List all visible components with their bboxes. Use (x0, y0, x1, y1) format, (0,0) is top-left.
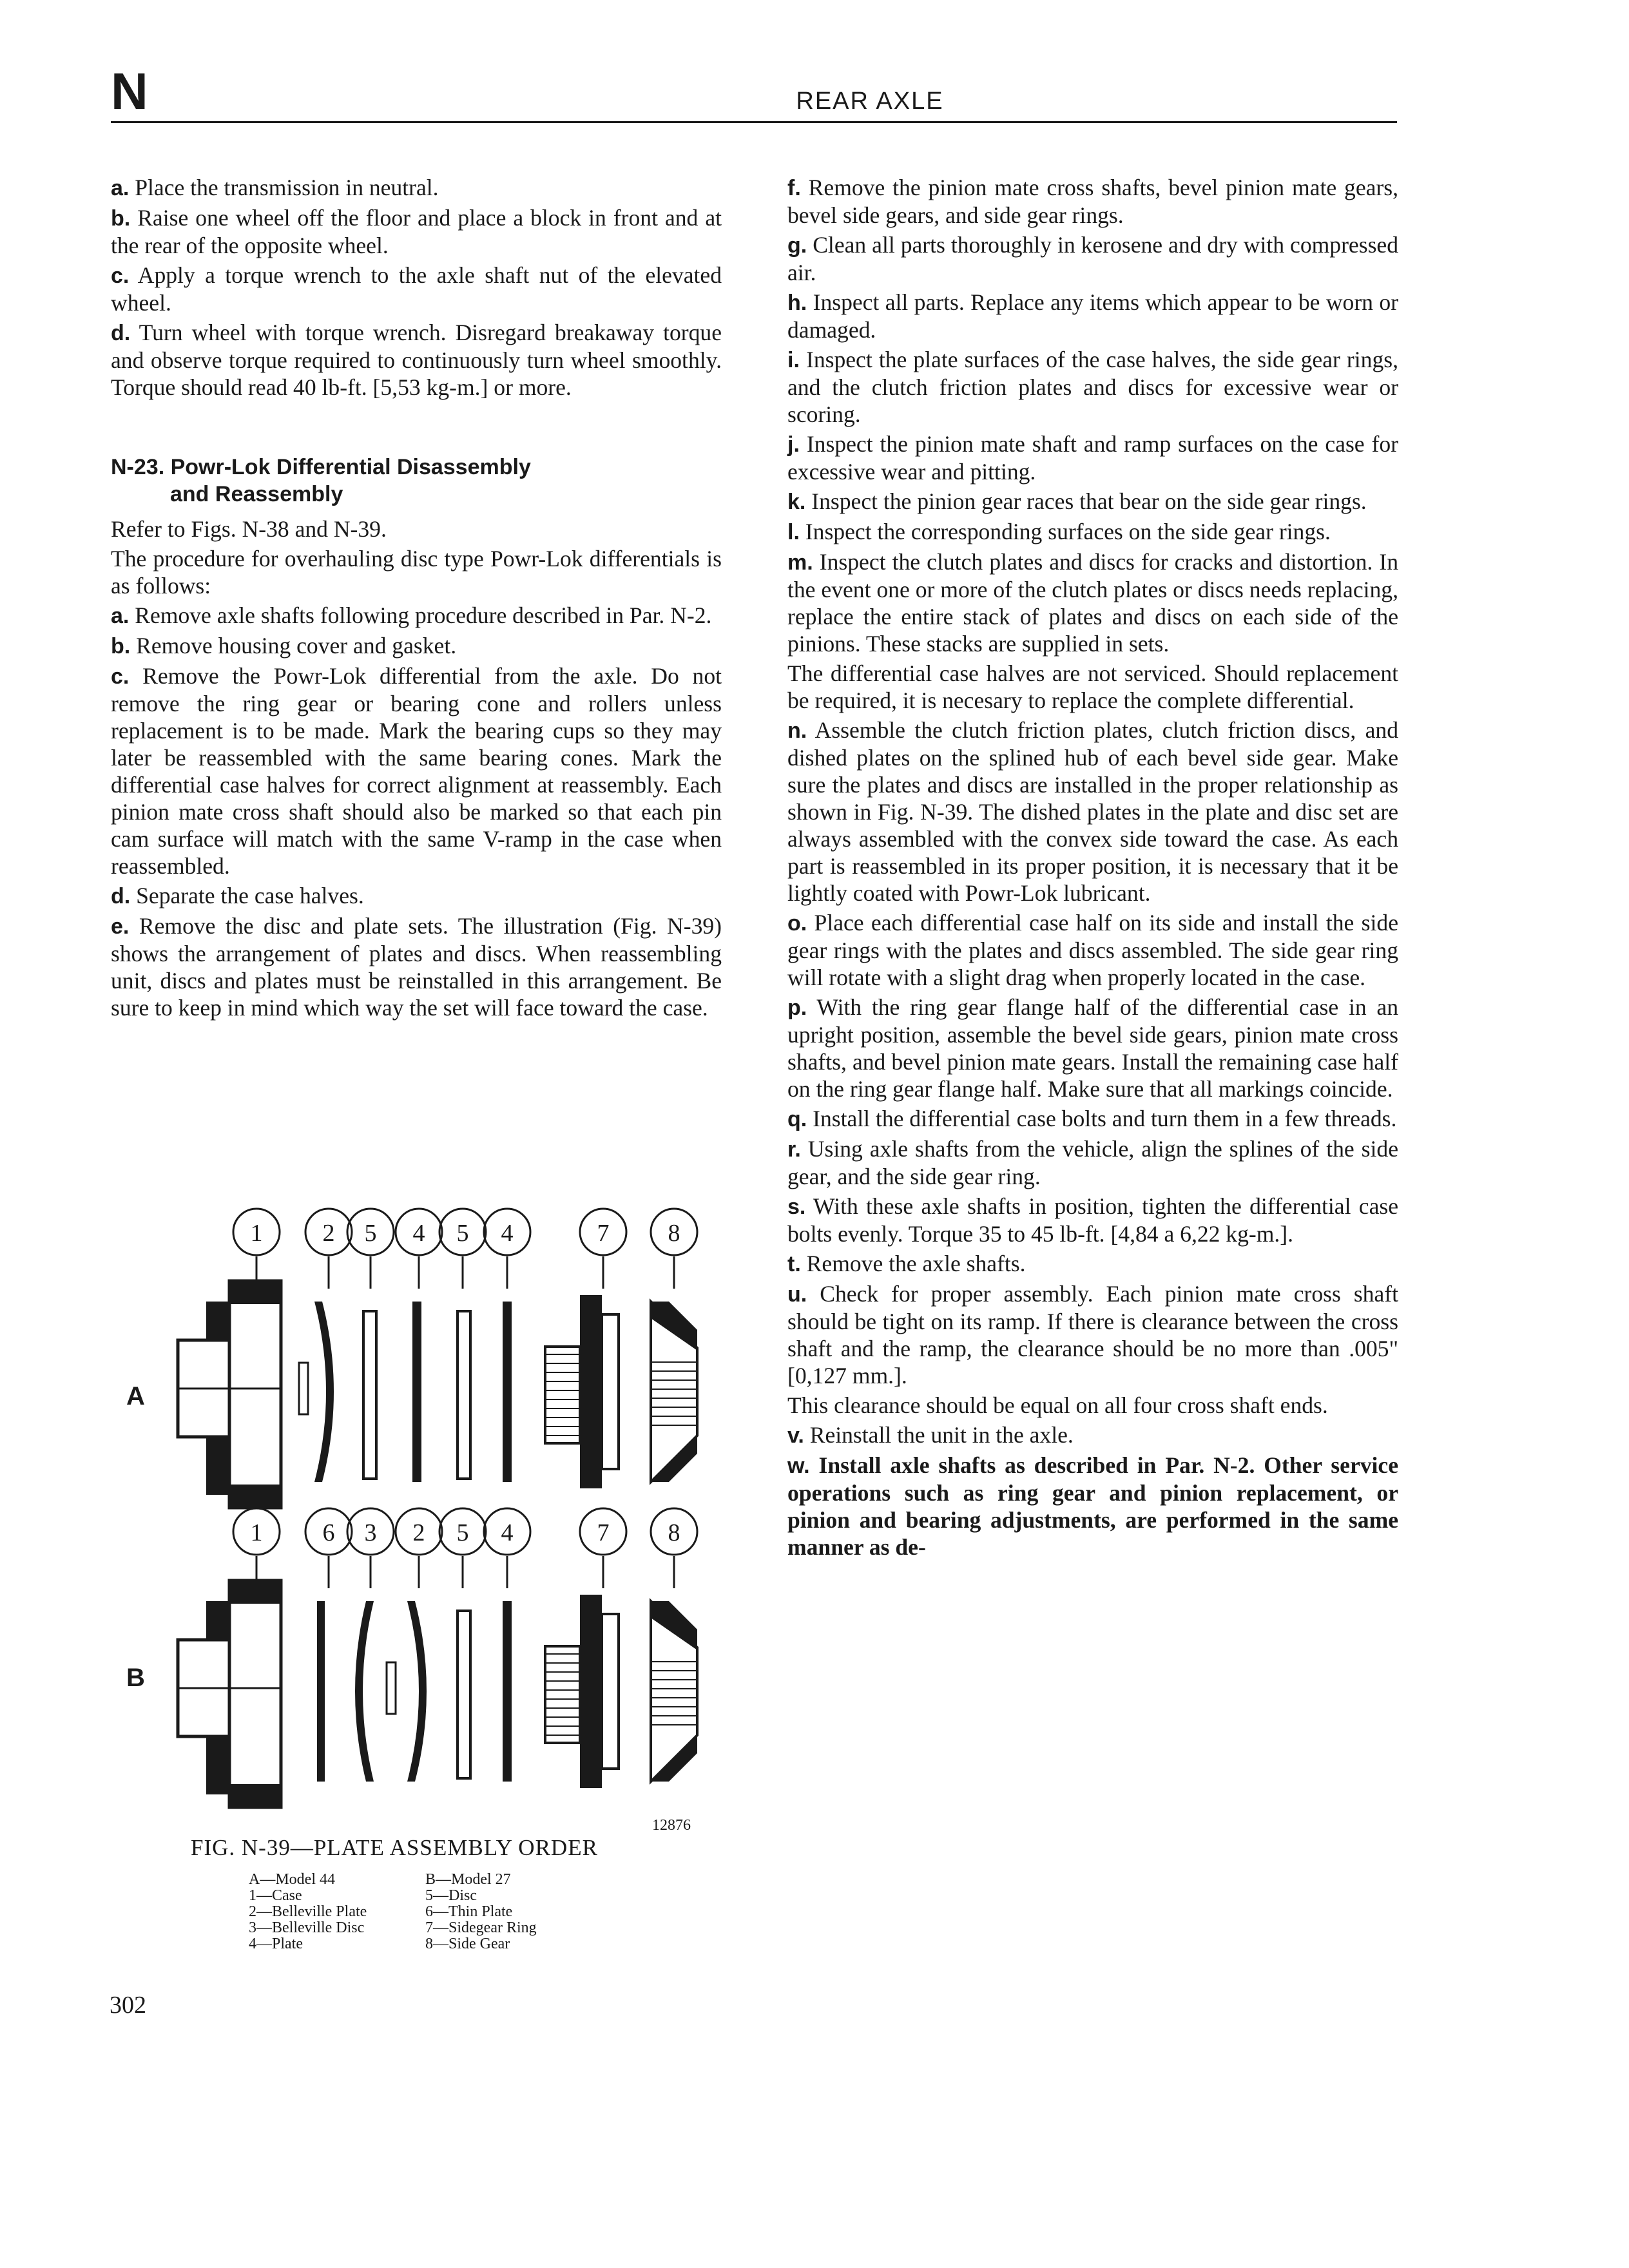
step-label: v. (787, 1423, 804, 1448)
ring-collar (602, 1614, 619, 1769)
disc (458, 1311, 470, 1479)
step-text: Inspect the clutch plates and discs for cracks and distortion. In the event one or more of the clutch plates or discs needs replacing, replace the entire stack of plates and discs on each side of the pinions. These stacks are supplied in sets. (787, 549, 1398, 657)
intro-procedure: The procedure for overhauling disc type Powr-Lok differentials is as follows: (111, 546, 722, 599)
section-heading-line2: and Reassembly (170, 482, 343, 506)
step-text: With these axle shafts in position, tighten the differential case bolts evenly. Torque 35 to 45 lb-ft. [4,84 a 6,22 kg-m.]. (787, 1193, 1398, 1247)
figure-legend-right (425, 1872, 537, 1952)
service-note: The differential case halves are not serviced. Should replacement be required, it is necesary to replace the complete differential. (787, 660, 1398, 713)
step-text: Separate the case halves. (130, 883, 364, 908)
step-item (787, 1135, 1398, 1190)
step-item (787, 1452, 1398, 1561)
row-label: B (126, 1664, 145, 1692)
step-text: Remove the disc and plate sets. The illustration (Fig. N-39) shows the arrangement of plates and discs. When reassembling unit, discs and plates must be reinstalled in this arrangement. Be sure to keep in mind which way the set will face toward the case. (111, 913, 722, 1021)
step-text: Reinstall the unit in the axle. (804, 1422, 1074, 1448)
step-text: Turn wheel with torque wrench. Disregard breakaway torque and observe torque required to continuously turn wheel smoothly. Torque should read 40 lb-ft. [5,53 kg-m.] or more. (111, 320, 722, 400)
thin-plate (317, 1601, 325, 1782)
step-text: Inspect all parts. Replace any items which appear to be worn or damaged. (787, 289, 1398, 343)
callout-number: 7 (597, 1220, 610, 1247)
legend-entry: B—Model 27 (425, 1871, 511, 1888)
step-text: Check for proper assembly. Each pinion mate cross shaft should be tight on its ramp. If there is clearance between the cross shaft and the ramp, the clearance should be no more than .005" [0,127 mm.]. (787, 1281, 1398, 1389)
reinstall-steps (787, 1421, 1398, 1449)
step-label: a. (111, 604, 130, 628)
legend-entry: 4—Plate (249, 1936, 303, 1952)
callout-number: 4 (501, 1519, 514, 1546)
step-item (787, 909, 1398, 991)
step-label: h. (787, 291, 807, 315)
callout-number: 7 (597, 1519, 610, 1546)
step-label: b. (111, 634, 131, 658)
step-text: Install the differential case bolts and turn them in a few threads. (807, 1106, 1397, 1131)
hub-key (387, 1662, 396, 1714)
step-label: k. (787, 490, 806, 514)
right-column (787, 174, 1398, 1563)
section-heading-line1: N-23. Powr-Lok Differential Disassembly (111, 455, 531, 479)
figure-caption: FIG. N-39—PLATE ASSEMBLY ORDER (191, 1835, 598, 1860)
intro-reference: Refer to Figs. N-38 and N-39. (111, 516, 387, 542)
ring-collar (602, 1314, 619, 1469)
step-item (787, 1250, 1398, 1278)
step-label: q. (787, 1107, 807, 1131)
step-label: b. (111, 206, 131, 231)
callout-number: 8 (668, 1220, 680, 1247)
header-rule (111, 121, 1397, 123)
assembly-steps (787, 716, 1398, 1389)
step-item (111, 602, 722, 629)
step-item (787, 518, 1398, 546)
step-label: c. (111, 664, 130, 689)
belleville-plate (407, 1601, 427, 1782)
step-text: Assemble the clutch friction plates, clutch friction discs, and dished plates on the splined hub of each bevel side gear. Make sure the plates and discs are installed in the proper relationship as shown in Fig. N-39. The dished plates in the plate and disc set are always assembled with the convex side toward the case. As each part is reassembled in its proper position, it is necessary that it be lightly coated with Powr-Lok lubricant. (787, 717, 1398, 906)
step-label: i. (787, 348, 800, 372)
disassembly-steps (111, 602, 722, 1021)
step-item (787, 174, 1398, 229)
step-item (111, 204, 722, 259)
step-text: Remove housing cover and gasket. (130, 633, 457, 658)
step-item (787, 1421, 1398, 1449)
step-text: Using axle shafts from the vehicle, align the splines of the side gear, and the side gear ring. (787, 1136, 1398, 1189)
row-a-assembly (126, 1209, 697, 1508)
callout-number: 6 (322, 1519, 335, 1546)
callout-number: 5 (456, 1519, 469, 1546)
step-label: a. (111, 176, 130, 200)
disc (458, 1611, 470, 1778)
legend-entry: 1—Case (249, 1887, 302, 1904)
step-item (787, 346, 1398, 428)
legend-entry: 8—Side Gear (425, 1936, 510, 1952)
step-text: Place each differential case half on its side and install the side gear rings with the plates and discs assembled. The side gear ring will rotate with a slight drag when properly located in the case. (787, 910, 1398, 990)
legend-entry: 7—Sidegear Ring (425, 1919, 537, 1936)
case-shade (229, 1281, 281, 1304)
legend-entry: 2—Belleville Plate (249, 1903, 367, 1920)
row-label: A (126, 1382, 145, 1410)
pretest-steps (111, 174, 722, 401)
step-text: Remove the Powr-Lok differential from the axle. Do not remove the ring gear or bearing cone and rollers unless replacement is to be made. Mark the bearing cups so they may later be reassembled with the same bearing cones. Mark the differential case halves for correct alignment at reassembly. Each pinion mate cross shaft should also be marked so that each pin cam surface will match with the same V-ramp in the case when reassembled. (111, 663, 722, 879)
step-text: Place the transmission in neutral. (129, 175, 439, 200)
section-letter: N (111, 62, 148, 120)
ring-hub (545, 1347, 580, 1443)
case-body (229, 1281, 281, 1508)
step-label: r. (787, 1137, 801, 1162)
case-shade (229, 1485, 281, 1508)
step-item (787, 994, 1398, 1102)
step-text: Remove the axle shafts. (800, 1251, 1026, 1276)
step-label: o. (787, 911, 807, 936)
callout-number: 4 (501, 1220, 514, 1247)
step-item (787, 716, 1398, 907)
step-item (787, 289, 1398, 343)
step-text: With the ring gear flange half of the differential case in an upright position, assemble the bevel side gears, pinion mate cross shafts, and bevel pinion mate gears. Install the remaining case half on the ring gear flange half. Make sure that all markings coincide. (787, 994, 1398, 1102)
ring-flange (580, 1295, 602, 1488)
step-text: Apply a torque wrench to the axle shaft nut of the elevated wheel. (111, 262, 722, 316)
plate (503, 1601, 512, 1782)
step-text: Inspect the pinion mate shaft and ramp surfaces on the case for excessive wear and pitting. (787, 431, 1398, 485)
step-text: Remove axle shafts following procedure described in Par. N-2. (129, 602, 712, 628)
left-column (111, 174, 722, 1024)
step-label: t. (787, 1252, 801, 1276)
step-label: c. (111, 264, 130, 288)
step-item (111, 262, 722, 316)
step-text: Install axle shafts as described in Par. N-2. Other service operations such as ring gear and pinion replacement, or pinion and bearing adjustments, are performed in the same manner as de- (787, 1452, 1398, 1560)
step-label: p. (787, 995, 807, 1020)
ring-flange (580, 1595, 602, 1788)
callout-number: 4 (412, 1220, 425, 1247)
step-label: w. (787, 1454, 810, 1478)
step-text: Remove the pinion mate cross shafts, bevel pinion mate gears, bevel side gears, and side gear rings. (787, 175, 1398, 228)
ring-splines (545, 1347, 580, 1443)
callout-number: 5 (456, 1220, 469, 1247)
legend-entry: 6—Thin Plate (425, 1903, 513, 1920)
case-shade (229, 1581, 281, 1604)
ring-splines (545, 1646, 580, 1743)
step-text: Raise one wheel off the floor and place a block in front and at the rear of the opposite wheel. (111, 205, 722, 258)
step-item (111, 882, 722, 910)
page-number: 302 (110, 1992, 146, 2019)
belleville-plate (314, 1302, 334, 1482)
callout-number: 2 (322, 1220, 335, 1247)
figure-number: 12876 (652, 1817, 691, 1834)
step-label: g. (787, 233, 807, 258)
step-label: e. (111, 914, 130, 939)
callout-number: 3 (364, 1519, 377, 1546)
step-item (111, 174, 722, 202)
step-label: l. (787, 520, 800, 544)
ring-hub (545, 1646, 580, 1743)
step-item (787, 231, 1398, 286)
step-label: j. (787, 432, 800, 457)
step-label: u. (787, 1282, 807, 1307)
inspection-steps (787, 174, 1398, 657)
step-text: Inspect the corresponding surfaces on the side gear rings. (799, 519, 1331, 544)
legend-entry: 3—Belleville Disc (249, 1919, 365, 1936)
legend-entry: 5—Disc (425, 1887, 477, 1904)
step-label: d. (111, 321, 131, 345)
step-item (787, 548, 1398, 657)
callout-number: 1 (250, 1519, 263, 1546)
step-item (787, 1280, 1398, 1389)
disc (363, 1311, 376, 1479)
case-body (229, 1581, 281, 1807)
belleville-disc (355, 1601, 374, 1782)
plate (412, 1302, 421, 1482)
callout-number: 5 (364, 1220, 377, 1247)
row-b-assembly (126, 1508, 697, 1807)
step-text: Clean all parts thoroughly in kerosene and dry with compressed air. (787, 232, 1398, 285)
step-label: s. (787, 1195, 806, 1219)
step-item (787, 1193, 1398, 1247)
clearance-note: This clearance should be equal on all four cross shaft ends. (787, 1392, 1328, 1418)
case-shade (229, 1784, 281, 1807)
step-text: Inspect the pinion gear races that bear on the side gear rings. (805, 488, 1367, 514)
section-heading (111, 454, 722, 508)
step-label: n. (787, 718, 807, 743)
callout-number: 1 (250, 1220, 263, 1247)
step-item (111, 912, 722, 1021)
step-label: m. (787, 550, 813, 575)
step-label: d. (111, 884, 131, 908)
step-item (787, 1105, 1398, 1133)
plate-assembly-figure (110, 1205, 722, 1997)
step-item (111, 632, 722, 660)
step-text: Inspect the plate surfaces of the case halves, the side gear rings, and the clutch friction plates and discs for excessive wear or scoring. (787, 347, 1398, 427)
plate (503, 1302, 512, 1482)
step-item (111, 319, 722, 401)
figure-legend-left (249, 1872, 367, 1952)
legend-entry: A—Model 44 (249, 1871, 335, 1888)
running-header-title: REAR AXLE (796, 88, 944, 115)
hub-key (299, 1363, 308, 1414)
callout-number: 2 (412, 1519, 425, 1546)
step-item (787, 430, 1398, 485)
step-item (111, 662, 722, 879)
step-item (787, 488, 1398, 515)
callout-number: 8 (668, 1519, 680, 1546)
step-label: f. (787, 176, 801, 200)
